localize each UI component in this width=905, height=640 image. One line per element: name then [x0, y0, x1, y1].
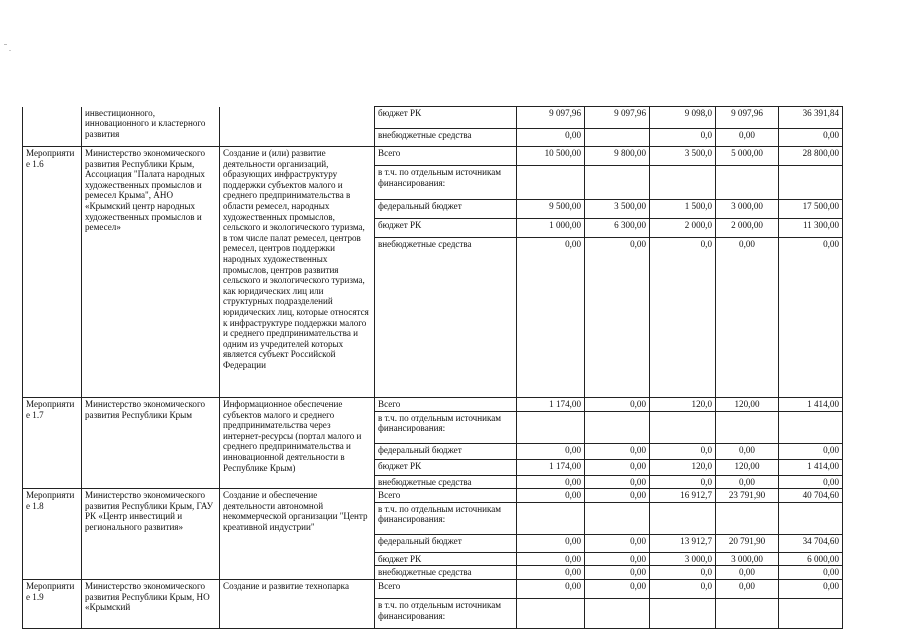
amount-cell: 0,00: [716, 238, 779, 398]
amount-cell: 1 414,00: [779, 398, 843, 412]
amount-cell: 0,00: [716, 443, 779, 459]
amount-cell: 6 300,00: [585, 219, 650, 238]
amount-cell: 3 500,0: [650, 147, 716, 166]
funding-source-cell: внебюджетные средства: [375, 238, 517, 398]
funding-source-cell: внебюджетные средства: [375, 566, 517, 580]
amount-cell: [716, 411, 779, 443]
amount-cell: 3 000,00: [716, 552, 779, 566]
amount-cell: 0,00: [716, 475, 779, 489]
amount-cell: [585, 598, 650, 628]
amount-cell: 0,00: [585, 552, 650, 566]
table-row: [23, 398, 843, 412]
amount-cell: 0,00: [517, 566, 585, 580]
amount-cell: 17 500,00: [779, 200, 843, 219]
amount-cell: 0,00: [517, 129, 585, 147]
amount-cell: [779, 166, 843, 200]
measure-description-cell: Создание и (или) развитие деятельности организаций, образующих инфраструктуру поддержки субъектов малого и среднего предпринимательства в области ремесел, народных художественных промыслов, сельского и экологического туризма, в том числе палат ремесел, центров ремесел, центров поддержки народных художественных промыслов, центров развития сельского и экологического туризма, как юридических лиц или структурных подразделений юридических лиц, которые относятся к инфраструктуре поддержки малого и среднего предпринимательства и одним из учредителей которых является субъект Российской Федерации: [220, 147, 375, 398]
measure-id-cell: Мероприятие 1.8: [23, 489, 82, 580]
amount-cell: 0,00: [716, 566, 779, 580]
amount-cell: 0,0: [650, 579, 716, 598]
amount-cell: 0,00: [779, 443, 843, 459]
amount-cell: [716, 598, 779, 628]
amount-cell: 23 791,90: [716, 489, 779, 503]
funding-source-cell: в т.ч. по отдельным источникам финансирования:: [375, 502, 517, 534]
amount-cell: 0,0: [650, 129, 716, 147]
amount-cell: 0,00: [585, 534, 650, 552]
amount-cell: 0,0: [650, 566, 716, 580]
funding-source-cell: бюджет РК: [375, 552, 517, 566]
amount-cell: 0,0: [650, 443, 716, 459]
amount-cell: [779, 502, 843, 534]
amount-cell: [650, 166, 716, 200]
amount-cell: 1 174,00: [517, 398, 585, 412]
amount-cell: 0,00: [716, 579, 779, 598]
scan-artifact: [9, 50, 11, 51]
amount-cell: 10 500,00: [517, 147, 585, 166]
measure-id-cell: Мероприятие 1.9: [23, 579, 82, 628]
measure-id-cell: Мероприятие 1.7: [23, 398, 82, 489]
funding-source-cell: бюджет РК: [375, 219, 517, 238]
amount-cell: 36 391,84: [779, 107, 843, 129]
table-row: [23, 107, 843, 129]
organization-cell: инвестиционного, инновационного и кластерного развития: [82, 107, 220, 147]
amount-cell: 0,00: [517, 238, 585, 398]
amount-cell: [517, 411, 585, 443]
amount-cell: [650, 411, 716, 443]
organization-cell: Министерство экономического развития Республики Крым, ГАУ РК «Центр инвестиций и регионального развития»: [82, 489, 220, 580]
amount-cell: 2 000,00: [716, 219, 779, 238]
scan-artifact: [4, 44, 7, 45]
amount-cell: 120,00: [716, 459, 779, 475]
amount-cell: 120,0: [650, 459, 716, 475]
amount-cell: 0,00: [779, 579, 843, 598]
amount-cell: 0,00: [517, 443, 585, 459]
amount-cell: [716, 166, 779, 200]
organization-cell: Министерство экономического развития Республики Крым, Ассоциация "Палата народных художественных промыслов и ремесел Крыма", АНО «Крымский центр народных художественных промыслов и ремесел»: [82, 147, 220, 398]
funding-source-cell: Всего: [375, 579, 517, 598]
amount-cell: 120,00: [716, 398, 779, 412]
amount-cell: 9 500,00: [517, 200, 585, 219]
table-row: [23, 147, 843, 166]
amount-cell: 0,00: [517, 475, 585, 489]
amount-cell: 0,00: [585, 475, 650, 489]
amount-cell: 1 414,00: [779, 459, 843, 475]
amount-cell: [517, 598, 585, 628]
amount-cell: 0,00: [517, 489, 585, 503]
amount-cell: 0,00: [517, 552, 585, 566]
amount-cell: 0,0: [650, 475, 716, 489]
amount-cell: 9 097,96: [716, 107, 779, 129]
table-row: [23, 579, 843, 598]
amount-cell: 3 000,00: [716, 200, 779, 219]
amount-cell: 20 791,90: [716, 534, 779, 552]
measure-description-cell: Создание и обеспечение деятельности автономной некоммерческой организации "Центр креативной индустрии": [220, 489, 375, 580]
amount-cell: 0,00: [779, 475, 843, 489]
funding-source-cell: федеральный бюджет: [375, 443, 517, 459]
amount-cell: 3 000,0: [650, 552, 716, 566]
measure-id-cell: [23, 107, 82, 147]
amount-cell: 0,00: [517, 579, 585, 598]
table-row: [23, 489, 843, 503]
measure-description-cell: [220, 107, 375, 147]
amount-cell: 9 800,00: [585, 147, 650, 166]
amount-cell: [517, 502, 585, 534]
amount-cell: 0,00: [585, 489, 650, 503]
amount-cell: 3 500,00: [585, 200, 650, 219]
organization-cell: Министерство экономического развития Республики Крым: [82, 398, 220, 489]
amount-cell: [585, 502, 650, 534]
amount-cell: 0,00: [585, 579, 650, 598]
funding-source-cell: федеральный бюджет: [375, 200, 517, 219]
amount-cell: 13 912,7: [650, 534, 716, 552]
amount-cell: 9 098,0: [650, 107, 716, 129]
funding-source-cell: внебюджетные средства: [375, 475, 517, 489]
amount-cell: 0,0: [650, 238, 716, 398]
amount-cell: 0,00: [779, 238, 843, 398]
amount-cell: 0,00: [585, 398, 650, 412]
amount-cell: [585, 129, 650, 147]
amount-cell: 9 097,96: [517, 107, 585, 129]
amount-cell: [779, 598, 843, 628]
amount-cell: 0,00: [716, 129, 779, 147]
measure-description-cell: Информационное обеспечение субъектов малого и среднего предпринимательства через интернет-ресурсы (портал малого и среднего предпринимательства и инновационной деятельности в Республике Крым): [220, 398, 375, 489]
funding-source-cell: Всего: [375, 489, 517, 503]
amount-cell: 1 174,00: [517, 459, 585, 475]
funding-source-cell: федеральный бюджет: [375, 534, 517, 552]
funding-source-cell: внебюджетные средства: [375, 129, 517, 147]
amount-cell: 40 704,60: [779, 489, 843, 503]
amount-cell: 0,00: [585, 459, 650, 475]
amount-cell: 0,00: [585, 443, 650, 459]
amount-cell: [517, 166, 585, 200]
amount-cell: 0,00: [517, 534, 585, 552]
amount-cell: [650, 598, 716, 628]
amount-cell: 120,0: [650, 398, 716, 412]
amount-cell: [779, 411, 843, 443]
funding-source-cell: Всего: [375, 398, 517, 412]
amount-cell: 6 000,00: [779, 552, 843, 566]
organization-cell: Министерство экономического развития Республики Крым, НО «Крымский: [82, 579, 220, 628]
amount-cell: 28 800,00: [779, 147, 843, 166]
amount-cell: [716, 502, 779, 534]
measure-id-cell: Мероприятие 1.6: [23, 147, 82, 398]
amount-cell: 9 097,96: [585, 107, 650, 129]
amount-cell: 0,00: [585, 238, 650, 398]
amount-cell: 0,00: [779, 129, 843, 147]
amount-cell: 5 000,00: [716, 147, 779, 166]
funding-source-cell: бюджет РК: [375, 107, 517, 129]
amount-cell: [585, 411, 650, 443]
amount-cell: 0,00: [585, 566, 650, 580]
funding-source-cell: в т.ч. по отдельным источникам финансирования:: [375, 598, 517, 628]
amount-cell: 1 500,0: [650, 200, 716, 219]
amount-cell: 0,00: [779, 566, 843, 580]
amount-cell: [650, 502, 716, 534]
amount-cell: 1 000,00: [517, 219, 585, 238]
funding-source-cell: в т.ч. по отдельным источникам финансирования:: [375, 411, 517, 443]
amount-cell: [585, 166, 650, 200]
funding-source-cell: в т.ч. по отдельным источникам финансирования:: [375, 166, 517, 200]
funding-source-cell: Всего: [375, 147, 517, 166]
amount-cell: 2 000,0: [650, 219, 716, 238]
amount-cell: 34 704,60: [779, 534, 843, 552]
measure-description-cell: Создание и развитие технопарка: [220, 579, 375, 628]
budget-table: [22, 106, 843, 629]
amount-cell: 11 300,00: [779, 219, 843, 238]
amount-cell: 16 912,7: [650, 489, 716, 503]
funding-source-cell: бюджет РК: [375, 459, 517, 475]
